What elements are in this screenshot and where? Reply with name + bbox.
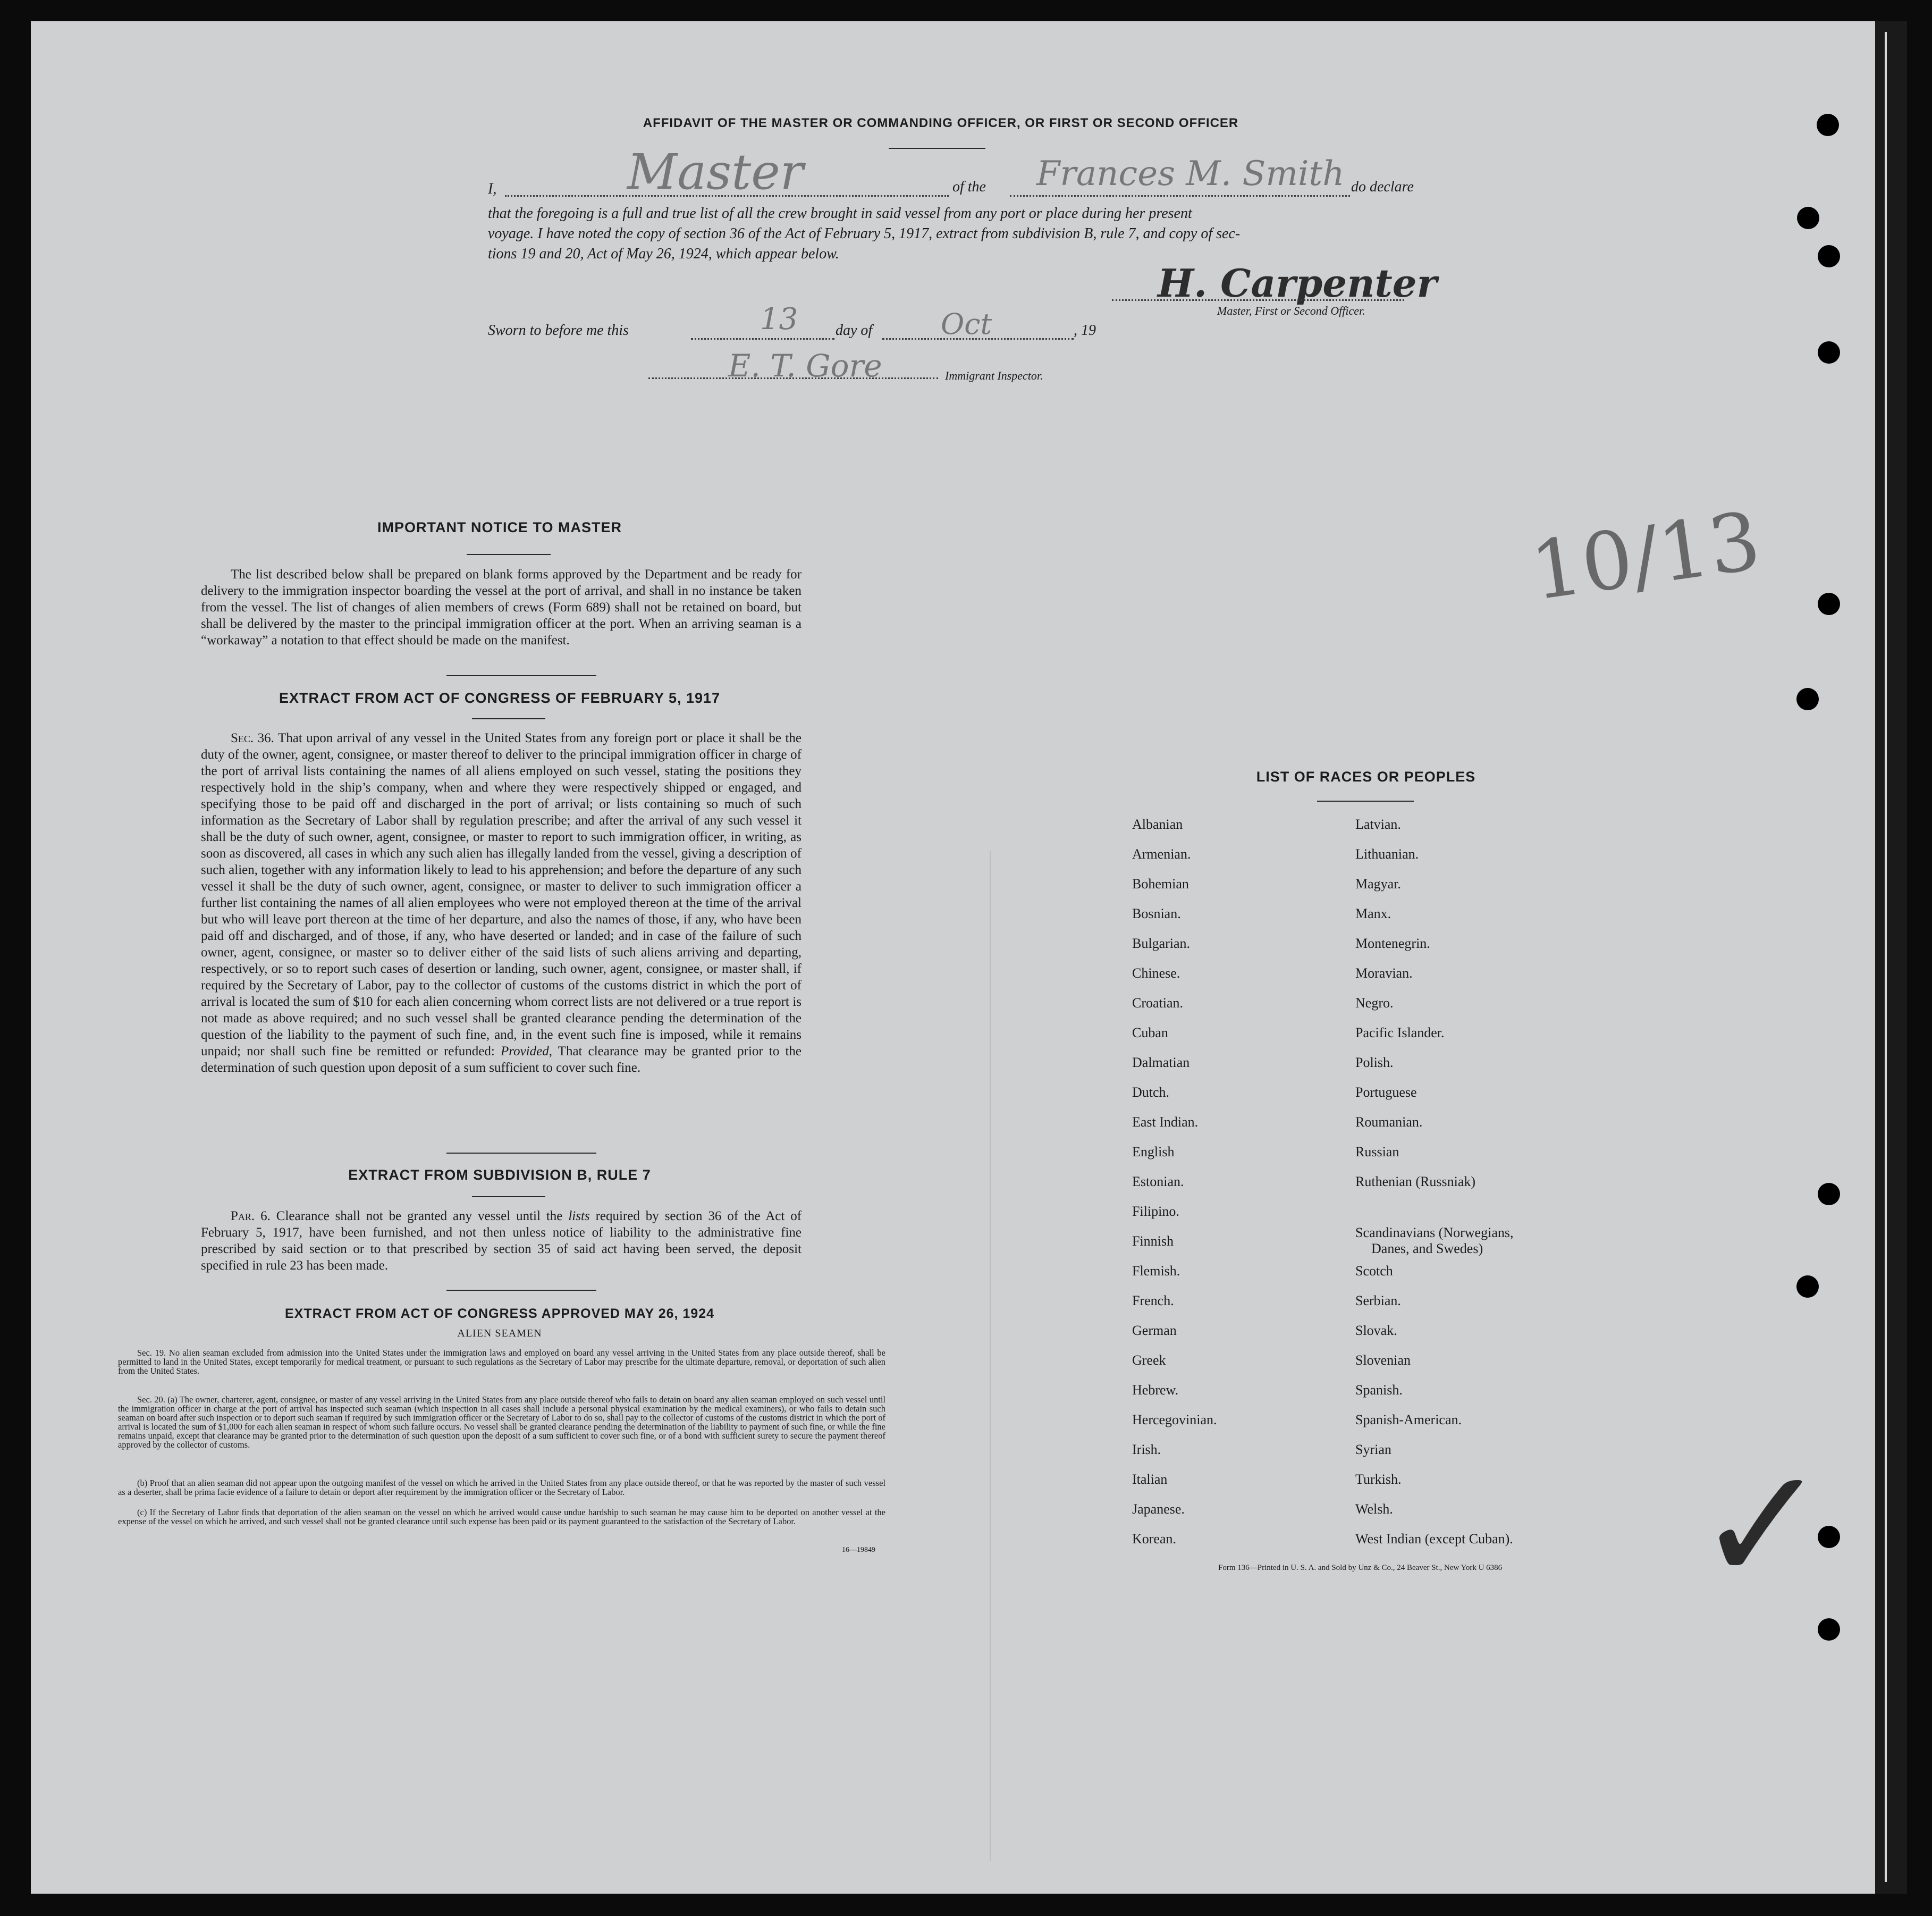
handwritten-month: Oct <box>941 307 992 341</box>
race-item: Greek <box>1132 1352 1166 1368</box>
race-item: Russian <box>1355 1144 1399 1159</box>
races-title: LIST OF RACES OR PEOPLES <box>1256 769 1476 785</box>
section-20b-text: (b) Proof that an alien seaman did not appear upon the outgoing manifest of the vessel on which he arrived in the United States from any place outside thereof, or that he was reported by the master of such vessel as a deserter, shall be prima facie evidence of a failure to detain or deport after requirement by the immigration officer or the Secretary of Labor. <box>118 1478 885 1497</box>
race-item: West Indian (except Cuban). <box>1355 1531 1513 1547</box>
race-item: Scotch <box>1355 1263 1393 1279</box>
paragraph-6-body-b: required by section 36 of the Act of February 5, 1917, have been furnished, and not then unless notice of liability to the administrative fine prescribed by said section or to that prescribed by section 35 of said act having been served, the deposit specified in rule 23 has been made. <box>201 1209 802 1273</box>
race-item: Scandinavians (Norwegians, <box>1355 1225 1514 1240</box>
race-item: Slovenian <box>1355 1352 1411 1368</box>
divider <box>446 1290 596 1291</box>
do-declare-label: do declare <box>1351 179 1414 195</box>
divider <box>446 675 596 676</box>
race-item: Turkish. <box>1355 1472 1402 1487</box>
section-20c-text: (c) If the Secretary of Labor finds that deportation of the alien seaman on the vessel on which he arrived would cause undue hardship to such seaman he may cause him to be deported on another vessel at the expense of the vessel on which he arrived, and such vessel shall not be granted clearance until such expense has been paid or its payment guaranteed to the satisfaction of the Secretary of Labor. <box>118 1507 885 1526</box>
form-code: 16—19849 <box>842 1546 875 1554</box>
fold-line <box>990 851 991 1861</box>
i-label: I, <box>488 181 497 197</box>
of-the-label: of the <box>952 179 986 195</box>
paragraph-6-text <box>201 1208 802 1274</box>
race-item: Armenian. <box>1132 846 1191 862</box>
race-item: Moravian. <box>1355 965 1413 981</box>
handwritten-officer: Master <box>627 144 804 200</box>
handwritten-day: 13 <box>760 302 798 337</box>
section-20a-text: Sec. 20. (a) The owner, charterer, agent, consignee, or master of any vessel arriving in the United States from any place outside thereof who fails to detain on board any alien seaman employed on such vessel until the immigration officer in charge at the port of arrival has inspected such seaman (which inspection in all cases shall include a personal physical examination by the medical examiners), or who fails to detain such seaman on board after such inspection or to deport such seaman if required by such immigration officer or the Secretary of Labor to do so, shall pay to the collector of customs of the customs district in which the port of arrival is located the sum of $1,000 for each alien seaman in respect of whom such failure occurs. No vessel shall be granted clearance pending the determination of the liability to payment of such fine, or while the fine remains unpaid, except that clearance may be granted prior to the determination of such question upon the deposit of a sum sufficient to cover such fine, or of a bond with sufficient surety to secure the payment thereof approved by the collector of customs. <box>118 1394 885 1450</box>
handwritten-date-note: 10/13 <box>1525 494 1766 619</box>
master-caption: Master, First or Second Officer. <box>1217 304 1365 317</box>
affidavit-line-4: tions 19 and 20, Act of May 26, 1924, which appear below. <box>488 246 839 262</box>
punch-hole <box>1796 688 1819 710</box>
inspector-signature: E. T. Gore <box>728 348 882 384</box>
affidavit-line-3: voyage. I have noted the copy of section 36 of the Act of February 5, 1917, extract from subdivision B, rule 7, and copy of sec- <box>488 225 1241 242</box>
race-item: Albanian <box>1132 817 1183 832</box>
vessel-line <box>1010 195 1350 197</box>
race-item: Bosnian. <box>1132 906 1181 921</box>
page-edge-line <box>1885 32 1887 1882</box>
punch-hole <box>1797 207 1819 229</box>
race-item: Cuban <box>1132 1025 1168 1040</box>
divider <box>446 1153 596 1154</box>
lists-word: lists <box>568 1209 590 1223</box>
affidavit-line-2: that the foregoing is a full and true list of all the crew brought in said vessel from any port or place during her present <box>488 205 1192 222</box>
race-item: Syrian <box>1355 1442 1391 1457</box>
race-item: Korean. <box>1132 1531 1177 1547</box>
race-item: Polish. <box>1355 1055 1394 1070</box>
notice-body: The list described below shall be prepared on blank forms approved by the Department and be ready for delivery to the immigration inspector boarding the vessel at the port of arrival, and shall in no instance be taken from the vessel. The list of changes of alien members of crews (Form 689) shall not be retained on board, but shall be delivered by the master to the principal immigration officer at the port. When an arriving seaman is a “workaway” a notation to that effect should be made on the manifest. <box>201 567 802 648</box>
race-item: German <box>1132 1323 1177 1338</box>
race-item: French. <box>1132 1293 1174 1308</box>
punch-hole <box>1796 1275 1819 1298</box>
race-item: Bulgarian. <box>1132 936 1191 951</box>
race-item: Hercegovinian. <box>1132 1412 1217 1427</box>
notice-title: IMPORTANT NOTICE TO MASTER <box>377 519 622 535</box>
signature-line <box>1112 299 1404 301</box>
races-rule <box>1317 801 1414 802</box>
extract-1917-title: EXTRACT FROM ACT OF CONGRESS OF FEBRUARY 5, 1917 <box>279 690 721 706</box>
rule7-rule <box>472 1196 545 1197</box>
master-signature: H. Carpenter <box>1158 260 1437 306</box>
extract-1917-rule <box>472 718 545 719</box>
race-item: Italian <box>1132 1472 1168 1487</box>
handwritten-vessel: Frances M. Smith <box>1036 154 1345 194</box>
race-item: Magyar. <box>1355 876 1401 892</box>
race-item: Serbian. <box>1355 1293 1401 1308</box>
race-item: Ruthenian (Russniak) <box>1355 1174 1476 1189</box>
punch-hole <box>1818 1618 1840 1641</box>
race-item: Spanish. <box>1355 1382 1403 1398</box>
race-item: Welsh. <box>1355 1501 1393 1517</box>
punch-hole <box>1818 341 1840 364</box>
race-item: Slovak. <box>1355 1323 1397 1338</box>
section-36-tail: That clearance may be granted prior to the determination of such question upon deposit of a sum sufficient to cover such fine. <box>201 1044 802 1075</box>
race-item: Estonian. <box>1132 1174 1184 1189</box>
section-36-label: Sec. 36. <box>231 731 274 745</box>
race-item: East Indian. <box>1132 1114 1199 1130</box>
day-line <box>691 338 834 340</box>
race-item: Hebrew. <box>1132 1382 1179 1398</box>
race-item: Lithuanian. <box>1355 846 1419 862</box>
race-item: Roumanian. <box>1355 1114 1423 1130</box>
paragraph-6-label: Par. 6. <box>231 1209 271 1223</box>
race-item: Bohemian <box>1132 876 1189 892</box>
alien-seamen-subtitle: ALIEN SEAMEN <box>457 1327 542 1339</box>
punch-hole <box>1818 593 1840 615</box>
race-item: Filipino. <box>1132 1204 1179 1219</box>
inspector-caption: Immigrant Inspector. <box>945 369 1043 382</box>
provided-word: Provided, <box>501 1044 552 1058</box>
race-item: Japanese. <box>1132 1501 1185 1517</box>
section-19-text: Sec. 19. No alien seaman excluded from admission into the United States under the immigration laws and employed on board any vessel arriving in the United States from any place outside thereof, shall be permitted to land in the United States, except temporarily for medical treatment, or pursuant to such regulations as the Secretary of Labor may prescribe for the ultimate departure, removal, or deportation of such alien from the United States. <box>118 1348 885 1376</box>
page-edge <box>1875 21 1907 1894</box>
race-item: Chinese. <box>1132 965 1180 981</box>
race-item: Latvian. <box>1355 817 1401 832</box>
title-rule <box>889 148 985 149</box>
race-item: Danes, and Swedes) <box>1371 1241 1483 1256</box>
paragraph-6-body-a: Clearance shall not be granted any vessel until the <box>276 1209 563 1223</box>
race-item: Manx. <box>1355 906 1391 921</box>
year-label: , 19 <box>1074 322 1096 339</box>
race-item: English <box>1132 1144 1175 1159</box>
section-36-text <box>201 730 802 1076</box>
race-item: Dutch. <box>1132 1085 1170 1100</box>
race-item: Flemish. <box>1132 1263 1180 1279</box>
punch-hole <box>1818 245 1840 267</box>
notice-rule <box>467 554 551 555</box>
section-36-body: That upon arrival of any vessel in the United States from any foreign port or place it shall be the duty of the owner, agent, consignee, or master thereof to deliver to the principal immigration officer in charge of the port of arrival lists containing the names of all aliens employed on such vessel, stating the positions they respectively hold in the ship’s company, when and where they were respectively shipped or engaged, and specifying those to be paid off and discharged in the port of arrival; or lists containing so much of such information as the Secretary of Labor shall by regulation prescribe; and after the arrival of any such vessel it shall be the duty of such owner, agent, consignee, or master to report to such immigration officer, in writing, as soon as discovered, all cases in which any such alien has illegally landed from the vessel, giving a description of such alien, together with any information likely to lead to his apprehension; and before the departure of any such vessel it shall be the duty of such owner, agent, consignee, or master to deliver to such immigration officer a further list containing the names of all alien employees who were not employed thereon at the time of the arrival but who will leave port thereon at the time of her departure, and also the names of those, if any, who have been paid off and discharged, and of those, if any, who have deserted or landed; and in case of the failure of such owner, agent, consignee, or master so to deliver either of the said lists of such aliens arriving and departing, respectively, or so to report such cases of desertion or landing, such owner, agent, consignee, or master shall, if required by the Secretary of Labor, pay to the collector of customs of the customs district in which the port of arrival is located the sum of $10 for each alien concerning whom correct lists are not delivered or a true report is not made as above required; and no such vessel shall be granted clearance pending the determination of the question of the liability to the payment of such fine, and, in the event such fine is imposed, while it remains unpaid; nor shall such fine be remitted or refunded: <box>201 731 802 1058</box>
punch-hole <box>1818 1183 1840 1205</box>
race-item: Dalmatian <box>1132 1055 1190 1070</box>
race-item: Irish. <box>1132 1442 1161 1457</box>
race-item: Croatian. <box>1132 995 1184 1011</box>
day-of-label: day of <box>836 322 873 339</box>
form-footer: Form 136—Printed in U. S. A. and Sold by Unz & Co., 24 Beaver St., New York U 6386 <box>1218 1564 1503 1572</box>
check-mark: ✓ <box>1695 1433 1829 1618</box>
race-item: Montenegrin. <box>1355 936 1430 951</box>
affidavit-title: AFFIDAVIT OF THE MASTER OR COMMANDING OFFICER, OR FIRST OR SECOND OFFICER <box>643 116 1239 130</box>
rule7-title: EXTRACT FROM SUBDIVISION B, RULE 7 <box>348 1167 651 1183</box>
race-item: Spanish-American. <box>1355 1412 1462 1427</box>
race-item: Portuguese <box>1355 1085 1417 1100</box>
sworn-label: Sworn to before me this <box>488 322 629 339</box>
punch-hole <box>1817 114 1839 136</box>
race-item: Finnish <box>1132 1233 1174 1249</box>
extract-1924-title: EXTRACT FROM ACT OF CONGRESS APPROVED MAY 26, 1924 <box>284 1306 715 1321</box>
race-item: Pacific Islander. <box>1355 1025 1445 1040</box>
race-item: Negro. <box>1355 995 1394 1011</box>
inspector-line <box>648 377 938 379</box>
